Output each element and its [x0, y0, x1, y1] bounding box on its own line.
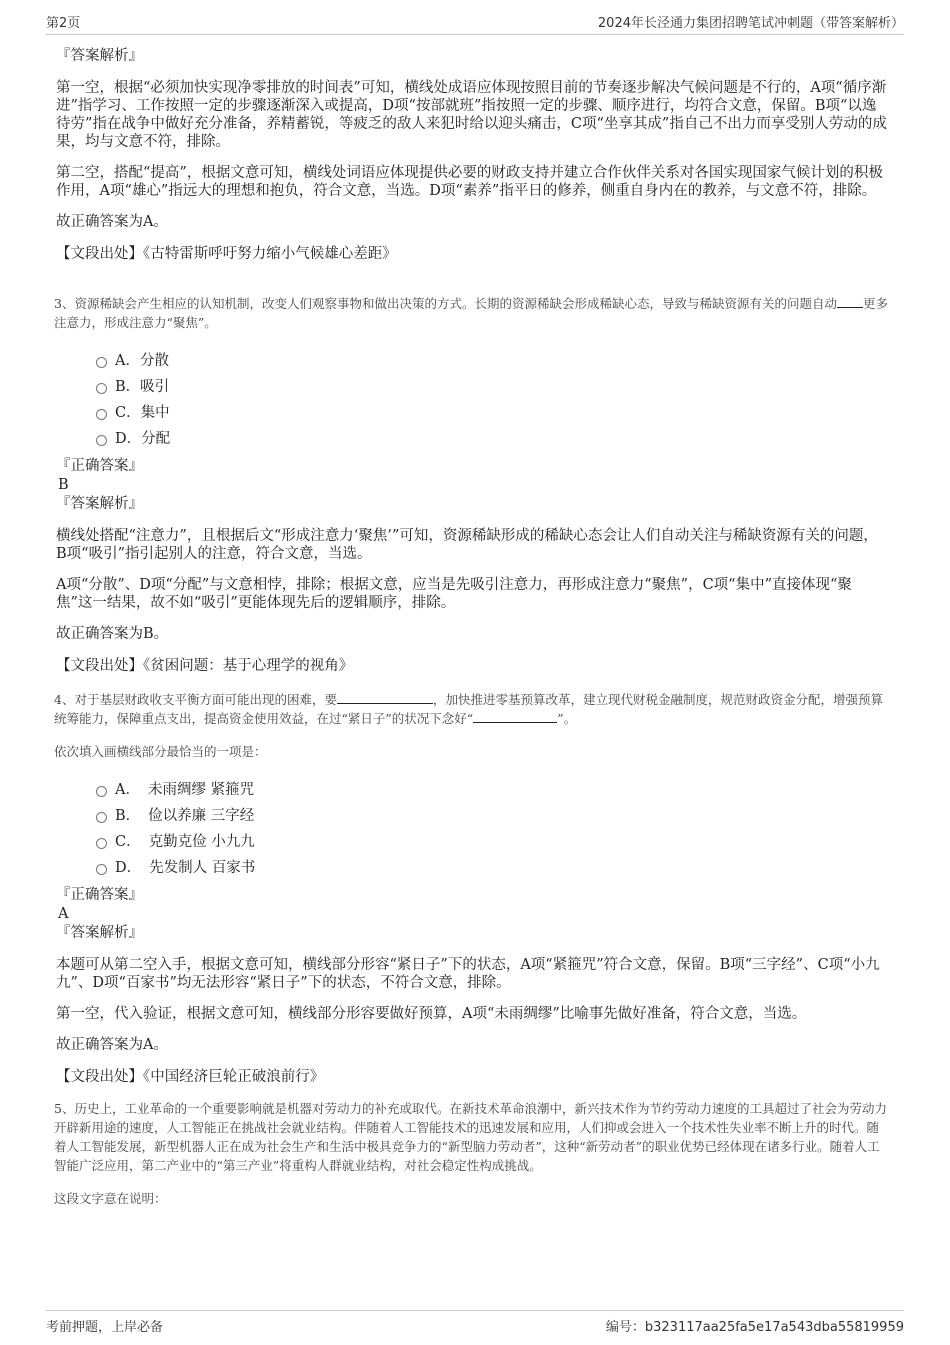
- option-letter: B．: [115, 378, 141, 395]
- q4-prompt: 依次填入画横线部分最恰当的一项是：: [54, 744, 267, 759]
- q3-text: [54, 294, 888, 332]
- footer-slogan: 考前押题，上岸必备: [46, 1320, 164, 1335]
- q4-option-c[interactable]: [96, 827, 888, 853]
- q4-text-c: ”。: [557, 711, 577, 726]
- option-text: 未雨绸缪 紧箍咒: [147, 781, 255, 798]
- q4-explanation-label: 『答案解析』: [56, 925, 143, 941]
- q3-answer-label: 『正确答案』: [56, 458, 143, 474]
- radio-icon[interactable]: [96, 812, 107, 823]
- q4-answer: A: [58, 906, 69, 922]
- page-content: [56, 46, 888, 1208]
- q3-explanation-p2: A项“分散”、D项“分配”与文意相悖，排除；根据文意，应当是先吸引注意力，再形成注意力“聚焦”，C项“集中”直接体现“聚焦”这一结果，故不如“吸引”更能体现先后的逻辑顺序，排除。: [56, 577, 852, 611]
- q4-blank-1: [337, 691, 433, 704]
- q2-explanation-p2: 第二空，搭配“提高”，根据文意可知，横线处词语应体现提供必要的财政支持并建立合作伙伴关系对各国实现国家气候计划的积极作用，A项“雄心”指远大的理想和抱负，符合文意，当选。D项“素养”指平日的修养，侧重自身内在的教养，与文意不符，排除。: [56, 165, 883, 199]
- q2-explanation-label: 『答案解析』: [56, 48, 143, 64]
- q2-explanation-p3: 故正确答案为A。: [56, 214, 168, 230]
- page-number: 第2页: [46, 16, 81, 31]
- q3-option-d[interactable]: [96, 424, 888, 450]
- option-text: 克勤克俭 小九九: [148, 833, 255, 850]
- q4-option-a[interactable]: [96, 775, 888, 801]
- q5-text: 5、历史上，工业革命的一个重要影响就是机器对劳动力的补充或取代。在新技术革命浪潮中，新兴技术作为节约劳动力速度的工具超过了社会为劳动力开辟新用途的速度，人工智能正在挑战社会就业结构。伴随着人工智能技术的迅速发展和应用，人们抑或会进入一个技术性失业率不断上升的时代。随着人工智能发展，新型机器人正在成为社会生产和生活中极具竞争力的“新型脑力劳动者”，这种“新劳动者”的职业优势已经体现在诸多行业。随着人工智能广泛应用，第二产业中的“第三产业”将重构人群就业结构，对社会稳定性构成挑战。: [54, 1101, 887, 1173]
- q4-explanation-p2: 第一空，代入验证，根据文意可知，横线部分形容要做好预算，A项“未雨绸缪”比喻事先做好准备，符合文意，当选。: [56, 1006, 807, 1022]
- question-4: [56, 690, 888, 1087]
- option-letter: B．: [115, 807, 141, 824]
- option-text: 集中: [140, 404, 170, 421]
- q2-explanation-block: [56, 46, 888, 264]
- q4-blank-2: [473, 710, 557, 723]
- question-5: [56, 1099, 888, 1208]
- q5-prompt: 这段文字意在说明：: [54, 1191, 167, 1206]
- q2-source: 【文段出处】《古特雷斯呼吁努力缩小气候雄心差距》: [56, 246, 397, 262]
- q4-source: 【文段出处】《中国经济巨轮正破浪前行》: [56, 1069, 325, 1085]
- radio-icon[interactable]: [96, 786, 107, 797]
- option-letter: D．: [115, 430, 142, 447]
- q4-option-b[interactable]: [96, 801, 888, 827]
- q3-explanation-p3: 故正确答案为B。: [56, 626, 169, 642]
- radio-icon[interactable]: [96, 357, 107, 368]
- q3-option-a[interactable]: [96, 346, 888, 372]
- radio-icon[interactable]: [96, 383, 107, 394]
- q4-options: [96, 775, 888, 879]
- q3-options: [96, 346, 888, 450]
- option-text: 分散: [139, 352, 169, 369]
- page-footer: [46, 1310, 904, 1335]
- radio-icon[interactable]: [96, 864, 107, 875]
- q4-text-b: ，加快推进零基预算改革，建立现代财税金融制度，规范财政资金分配，增强预算统筹能力，保障重点支出，提高资金使用效益，在过“紧日子”的状况下念好“: [54, 692, 883, 726]
- radio-icon[interactable]: [96, 435, 107, 446]
- q4-answer-label: 『正确答案』: [56, 887, 143, 903]
- radio-icon[interactable]: [96, 409, 107, 420]
- option-letter: D．: [115, 859, 142, 876]
- q4-option-d[interactable]: [96, 853, 888, 879]
- radio-icon[interactable]: [96, 838, 107, 849]
- option-letter: C．: [115, 833, 141, 850]
- option-letter: A．: [115, 352, 140, 369]
- q3-text-b: 更多注意力，形成注意力“聚焦”。: [54, 296, 888, 330]
- document-title: 2024年长泾通力集团招聘笔试冲刺题（带答案解析）: [597, 16, 904, 31]
- option-text: 吸引: [140, 378, 170, 395]
- q3-option-c[interactable]: [96, 398, 888, 424]
- option-letter: A．: [115, 781, 140, 798]
- q3-option-b[interactable]: [96, 372, 888, 398]
- q4-text-a: 4、对于基层财政收支平衡方面可能出现的困难，要: [54, 692, 337, 707]
- question-3: [56, 294, 888, 676]
- q4-text: [54, 690, 888, 728]
- document-code: 编号：b323117aa25fa5e17a543dba55819959: [605, 1320, 904, 1335]
- option-text: 分配: [141, 430, 171, 447]
- q3-explanation-label: 『答案解析』: [56, 496, 143, 512]
- option-text: 先发制人 百家书: [149, 859, 256, 876]
- q4-explanation-p1: 本题可从第二空入手，根据文意可知，横线部分形容“紧日子”下的状态，A项“紧箍咒”符合文意，保留。B项“三字经”、C项“小九九”、D项“百家书”均无法形容“紧日子”下的状态，不符合文意，排除。: [56, 957, 880, 991]
- option-letter: C．: [115, 404, 141, 421]
- q2-explanation-p1: 第一空，根据“必须加快实现净零排放的时间表”可知，横线处成语应体现按照目前的节奏逐步解决气候问题是不行的，A项“循序渐进”指学习、工作按照一定的步骤逐渐深入或提高，D项“按部就班”指按照一定的步骤、顺序进行，均符合文意，保留。B项“以逸待劳”指在战争中做好充分准备，养精蓄锐，等疲乏的敌人来犯时给以迎头痛击，C项“坐享其成”指自己不出力而享受别人劳动的成果，均与文意不符，排除。: [56, 80, 887, 150]
- q3-explanation-p1: 横线处搭配“注意力”，且根据后文“形成注意力‘聚焦’”可知，资源稀缺形成的稀缺心态会让人们自动关注与稀缺资源有关的问题，B项“吸引”指引起别人的注意，符合文意，当选。: [56, 528, 878, 562]
- page-header: [46, 12, 904, 35]
- option-text: 俭以养廉 三字经: [148, 807, 255, 824]
- q3-text-a: 3、资源稀缺会产生相应的认知机制，改变人们观察事物和做出决策的方式。长期的资源稀缺会形成稀缺心态，导致与稀缺资源有关的问题自动: [54, 296, 837, 311]
- q3-blank: [837, 295, 863, 308]
- q3-answer: B: [58, 477, 69, 493]
- q4-explanation-p3: 故正确答案为A。: [56, 1037, 168, 1053]
- q3-source: 【文段出处】《贫困问题：基于心理学的视角》: [56, 658, 354, 674]
